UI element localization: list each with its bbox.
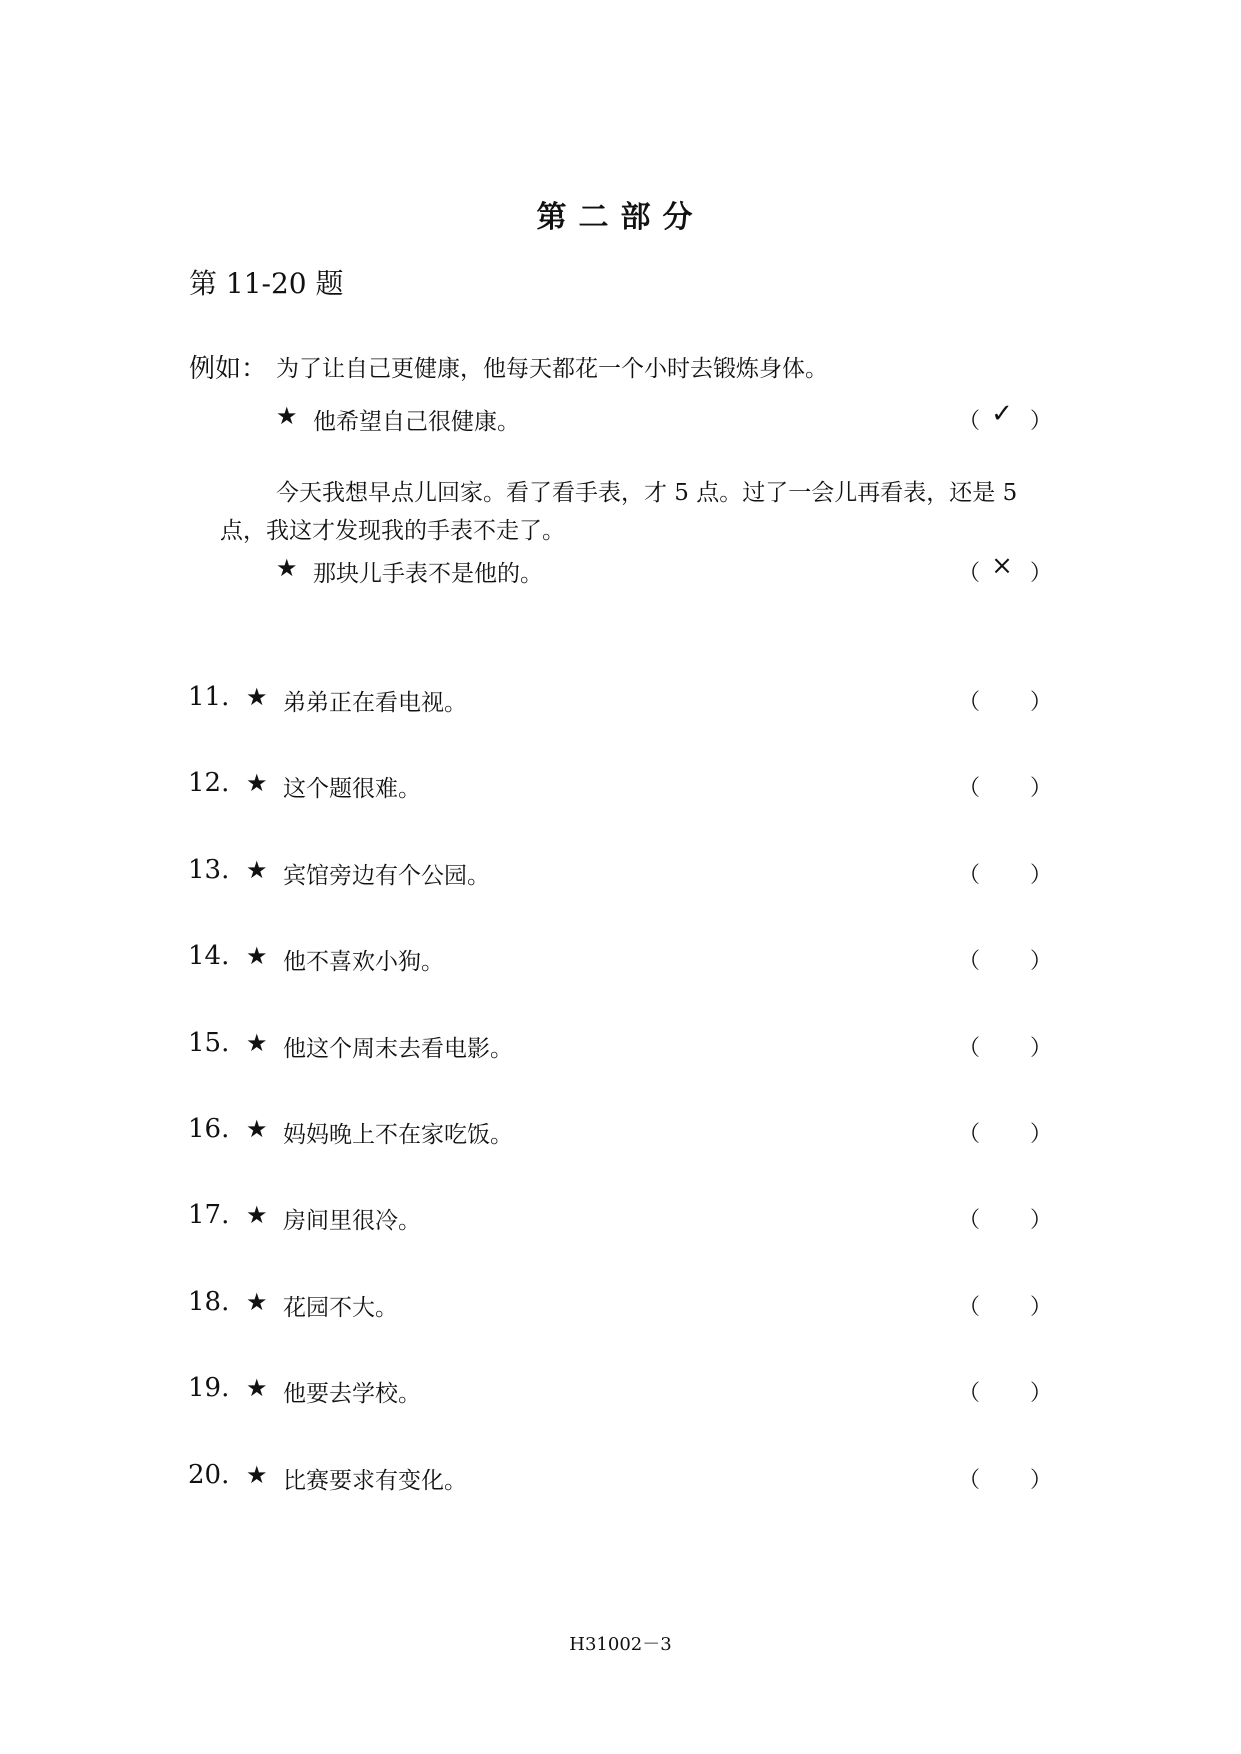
answer-paren-close: ） [1030, 1468, 1053, 1493]
question-statement: 宾馆旁边有个公园。 [283, 863, 490, 889]
answer-blank[interactable] [975, 1112, 1025, 1146]
example-statement-1: 他希望自己很健康。 [313, 409, 520, 435]
answer-blank[interactable] [975, 1198, 1025, 1232]
question-statement: 这个题很难。 [283, 776, 421, 802]
question-number: 20. [188, 1460, 230, 1490]
answer-paren-open: （ [958, 1381, 981, 1406]
star-icon: ★ [246, 1374, 268, 1402]
question-range: 第 11-20 题 [189, 267, 344, 300]
question-number: 15. [188, 1028, 230, 1058]
page-footer: H31002－3 [569, 1634, 672, 1655]
question-number: 19. [188, 1373, 230, 1403]
cross-mark-icon: × [991, 551, 1013, 581]
answer-blank[interactable] [975, 1458, 1025, 1492]
star-icon: ★ [246, 942, 268, 970]
answer-blank[interactable] [975, 1026, 1025, 1060]
answer-paren-open: （ [958, 409, 981, 434]
answer-paren-close: ） [1030, 409, 1053, 434]
star-icon: ★ [246, 683, 268, 711]
answer-paren-close: ） [1030, 1381, 1053, 1406]
question-number: 14. [188, 941, 230, 971]
answer-paren-close: ） [1030, 1208, 1053, 1233]
question-number: 11. [188, 682, 230, 712]
question-number: 18. [188, 1287, 230, 1317]
answer-blank[interactable] [975, 1285, 1025, 1319]
answer-paren-open: （ [958, 1122, 981, 1147]
question-statement: 他不喜欢小狗。 [283, 949, 444, 975]
answer-paren-open: （ [958, 776, 981, 801]
answer-paren-open: （ [958, 690, 981, 715]
answer-paren-open: （ [958, 561, 981, 586]
answer-paren-open: （ [958, 1208, 981, 1233]
answer-paren-open: （ [958, 1468, 981, 1493]
example-label: 例如： [189, 354, 268, 384]
answer-paren-close: ） [1030, 1295, 1053, 1320]
answer-paren-close: ） [1030, 949, 1053, 974]
star-icon: ★ [276, 402, 298, 430]
question-number: 13. [188, 855, 230, 885]
question-statement: 花园不大。 [283, 1295, 398, 1321]
answer-blank[interactable] [975, 766, 1025, 800]
star-icon: ★ [246, 1029, 268, 1057]
star-icon: ★ [246, 1115, 268, 1143]
answer-paren-close: ） [1030, 863, 1053, 888]
answer-paren-close: ） [1030, 1036, 1053, 1061]
star-icon: ★ [246, 1201, 268, 1229]
example-passage: 今天我想早点儿回家。看了看手表，才 5 点。过了一会儿再看表，还是 5 点，我这才发现我的手表不走了。 [220, 480, 1018, 544]
star-icon: ★ [246, 1288, 268, 1316]
star-icon: ★ [246, 769, 268, 797]
answer-paren-close: ） [1030, 561, 1053, 586]
question-statement: 比赛要求有变化。 [283, 1468, 467, 1494]
answer-blank[interactable] [975, 853, 1025, 887]
answer-paren-open: （ [958, 863, 981, 888]
answer-paren-close: ） [1030, 776, 1053, 801]
question-statement: 他这个周末去看电影。 [283, 1036, 513, 1062]
question-number: 17. [188, 1200, 230, 1230]
section-title: 第二部分 [536, 200, 705, 235]
question-statement: 他要去学校。 [283, 1381, 421, 1407]
question-number: 12. [188, 768, 230, 798]
question-statement: 房间里很冷。 [283, 1208, 421, 1234]
star-icon: ★ [246, 1461, 268, 1489]
star-icon: ★ [276, 554, 298, 582]
answer-blank[interactable] [975, 939, 1025, 973]
answer-paren-close: ） [1030, 690, 1053, 715]
question-statement: 弟弟正在看电视。 [283, 690, 467, 716]
answer-paren-close: ） [1030, 1122, 1053, 1147]
star-icon: ★ [246, 856, 268, 884]
answer-paren-open: （ [958, 1295, 981, 1320]
question-number: 16. [188, 1114, 230, 1144]
answer-paren-open: （ [958, 949, 981, 974]
check-mark-icon: ✓ [991, 399, 1013, 429]
answer-paren-open: （ [958, 1036, 981, 1061]
answer-blank[interactable] [975, 680, 1025, 714]
answer-blank[interactable] [975, 1371, 1025, 1405]
example-statement-2: 那块儿手表不是他的。 [313, 561, 543, 587]
example-sentence: 为了让自己更健康，他每天都花一个小时去锻炼身体。 [276, 356, 828, 382]
question-statement: 妈妈晚上不在家吃饭。 [283, 1122, 513, 1148]
